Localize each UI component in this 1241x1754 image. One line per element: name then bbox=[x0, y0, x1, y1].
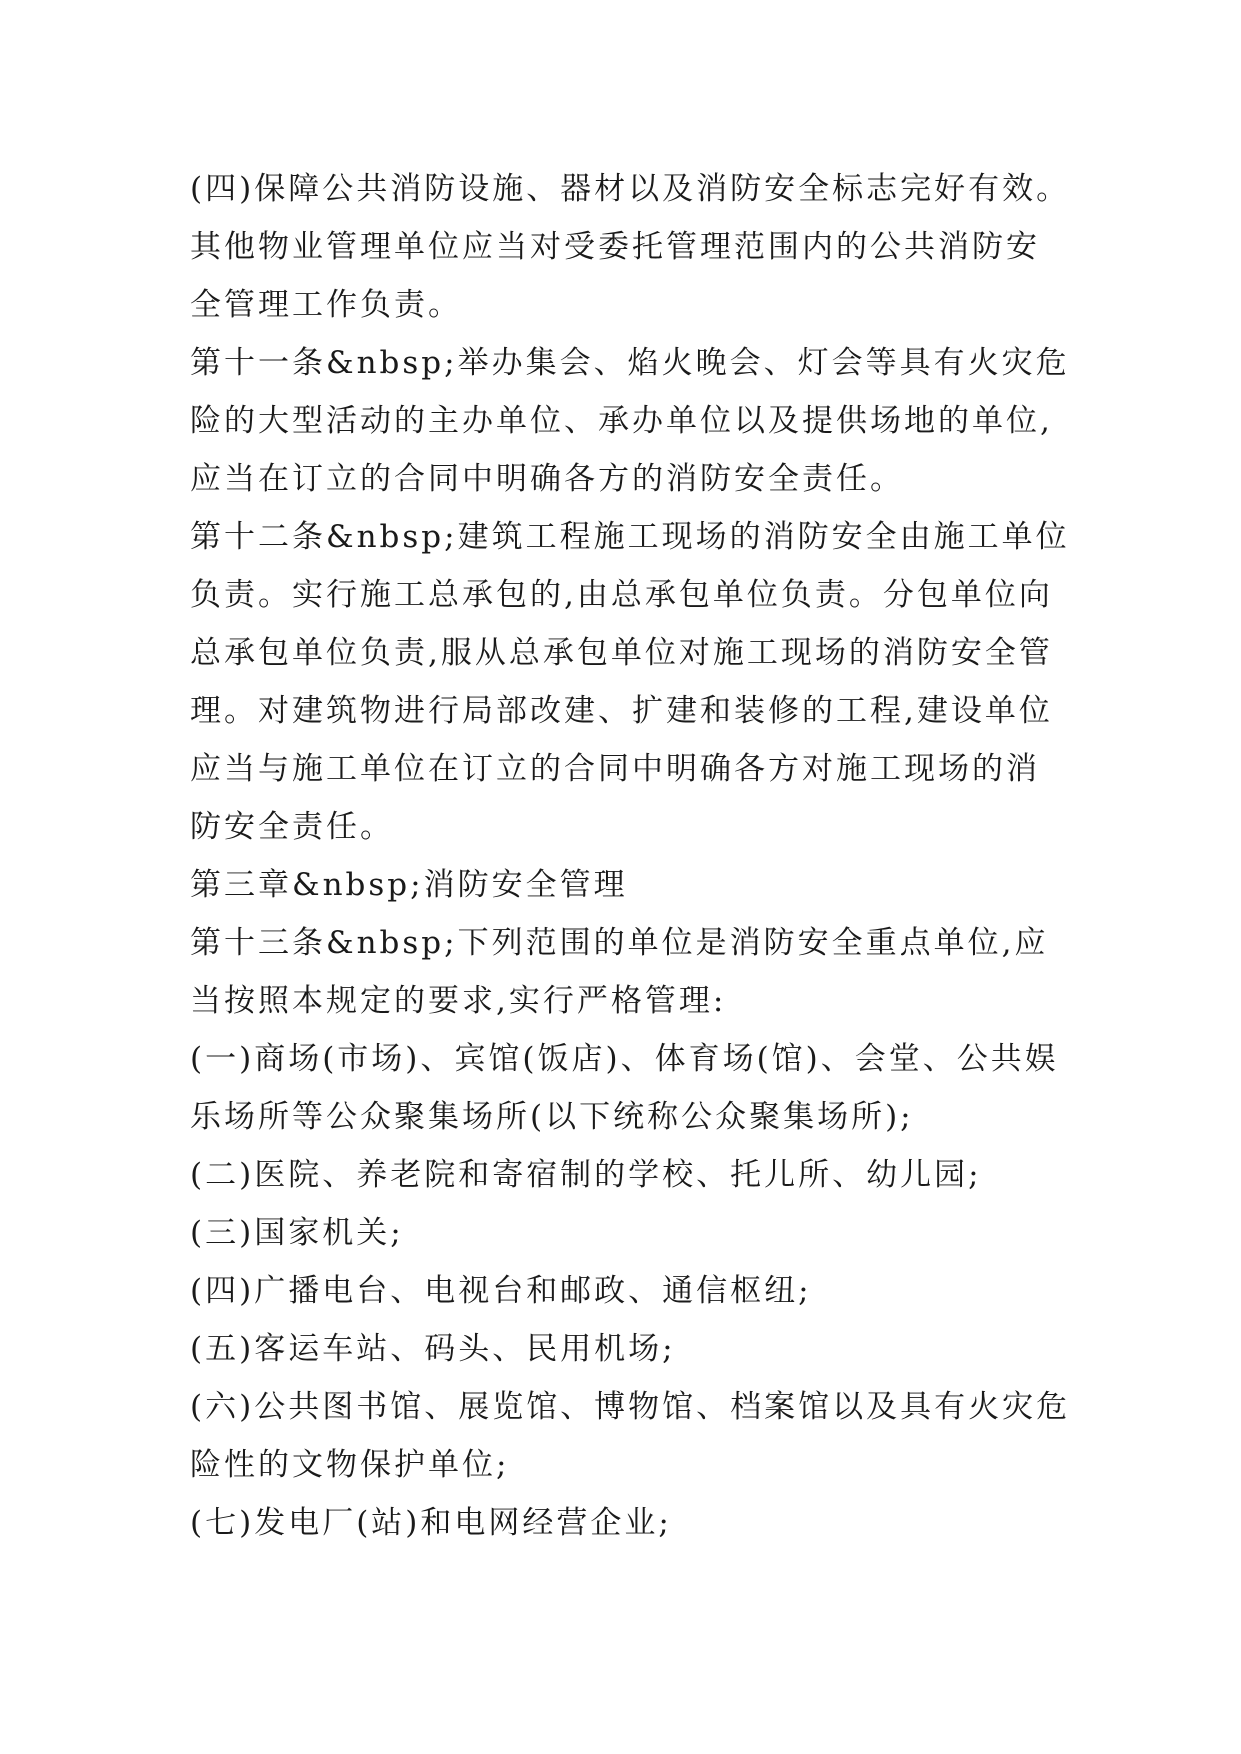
text-line: 负责。实行施工总承包的,由总承包单位负责。分包单位向 bbox=[190, 577, 1053, 613]
chapter-heading: 第三章&nbsp;消防安全管理 bbox=[190, 867, 628, 903]
text-line: 理。对建筑物进行局部改建、扩建和装修的工程,建设单位 bbox=[190, 693, 1053, 729]
text-line: 第十三条&nbsp;下列范围的单位是消防安全重点单位,应 bbox=[190, 925, 1049, 961]
text-line: 应当在订立的合同中明确各方的消防安全责任。 bbox=[190, 461, 904, 497]
text-line: 当按照本规定的要求,实行严格管理: bbox=[190, 983, 727, 1019]
list-item: (五)客运车站、码头、民用机场; bbox=[190, 1331, 676, 1367]
text-line: 第十一条&nbsp;举办集会、焰火晚会、灯会等具有火灾危 bbox=[190, 345, 1070, 381]
text-line: 其他物业管理单位应当对受委托管理范围内的公共消防安 bbox=[190, 229, 1040, 265]
list-item: (三)国家机关; bbox=[190, 1215, 404, 1251]
text-line: 防安全责任。 bbox=[190, 809, 394, 845]
document-body bbox=[190, 160, 1070, 1552]
text-line: (四)保障公共消防设施、器材以及消防安全标志完好有效。 bbox=[190, 171, 1071, 207]
list-item: (六)公共图书馆、展览馆、博物馆、档案馆以及具有火灾危 bbox=[190, 1389, 1071, 1425]
list-item-continuation: 乐场所等公众聚集场所(以下统称公众聚集场所); bbox=[190, 1099, 914, 1135]
list-item: (二)医院、养老院和寄宿制的学校、托儿所、幼儿园; bbox=[190, 1157, 982, 1193]
text-line: 第十二条&nbsp;建筑工程施工现场的消防安全由施工单位 bbox=[190, 519, 1070, 555]
list-item: (一)商场(市场)、宾馆(饭店)、体育场(馆)、会堂、公共娱 bbox=[190, 1041, 1059, 1077]
text-line: 总承包单位负责,服从总承包单位对施工现场的消防安全管 bbox=[190, 635, 1053, 671]
text-line: 全管理工作负责。 bbox=[190, 287, 462, 323]
list-item: (四)广播电台、电视台和邮政、通信枢纽; bbox=[190, 1273, 812, 1309]
list-item: (七)发电厂(站)和电网经营企业; bbox=[190, 1505, 672, 1541]
text-line: 应当与施工单位在订立的合同中明确各方对施工现场的消 bbox=[190, 751, 1040, 787]
list-item-continuation: 险性的文物保护单位; bbox=[190, 1447, 510, 1483]
text-line: 险的大型活动的主办单位、承办单位以及提供场地的单位, bbox=[190, 403, 1053, 439]
